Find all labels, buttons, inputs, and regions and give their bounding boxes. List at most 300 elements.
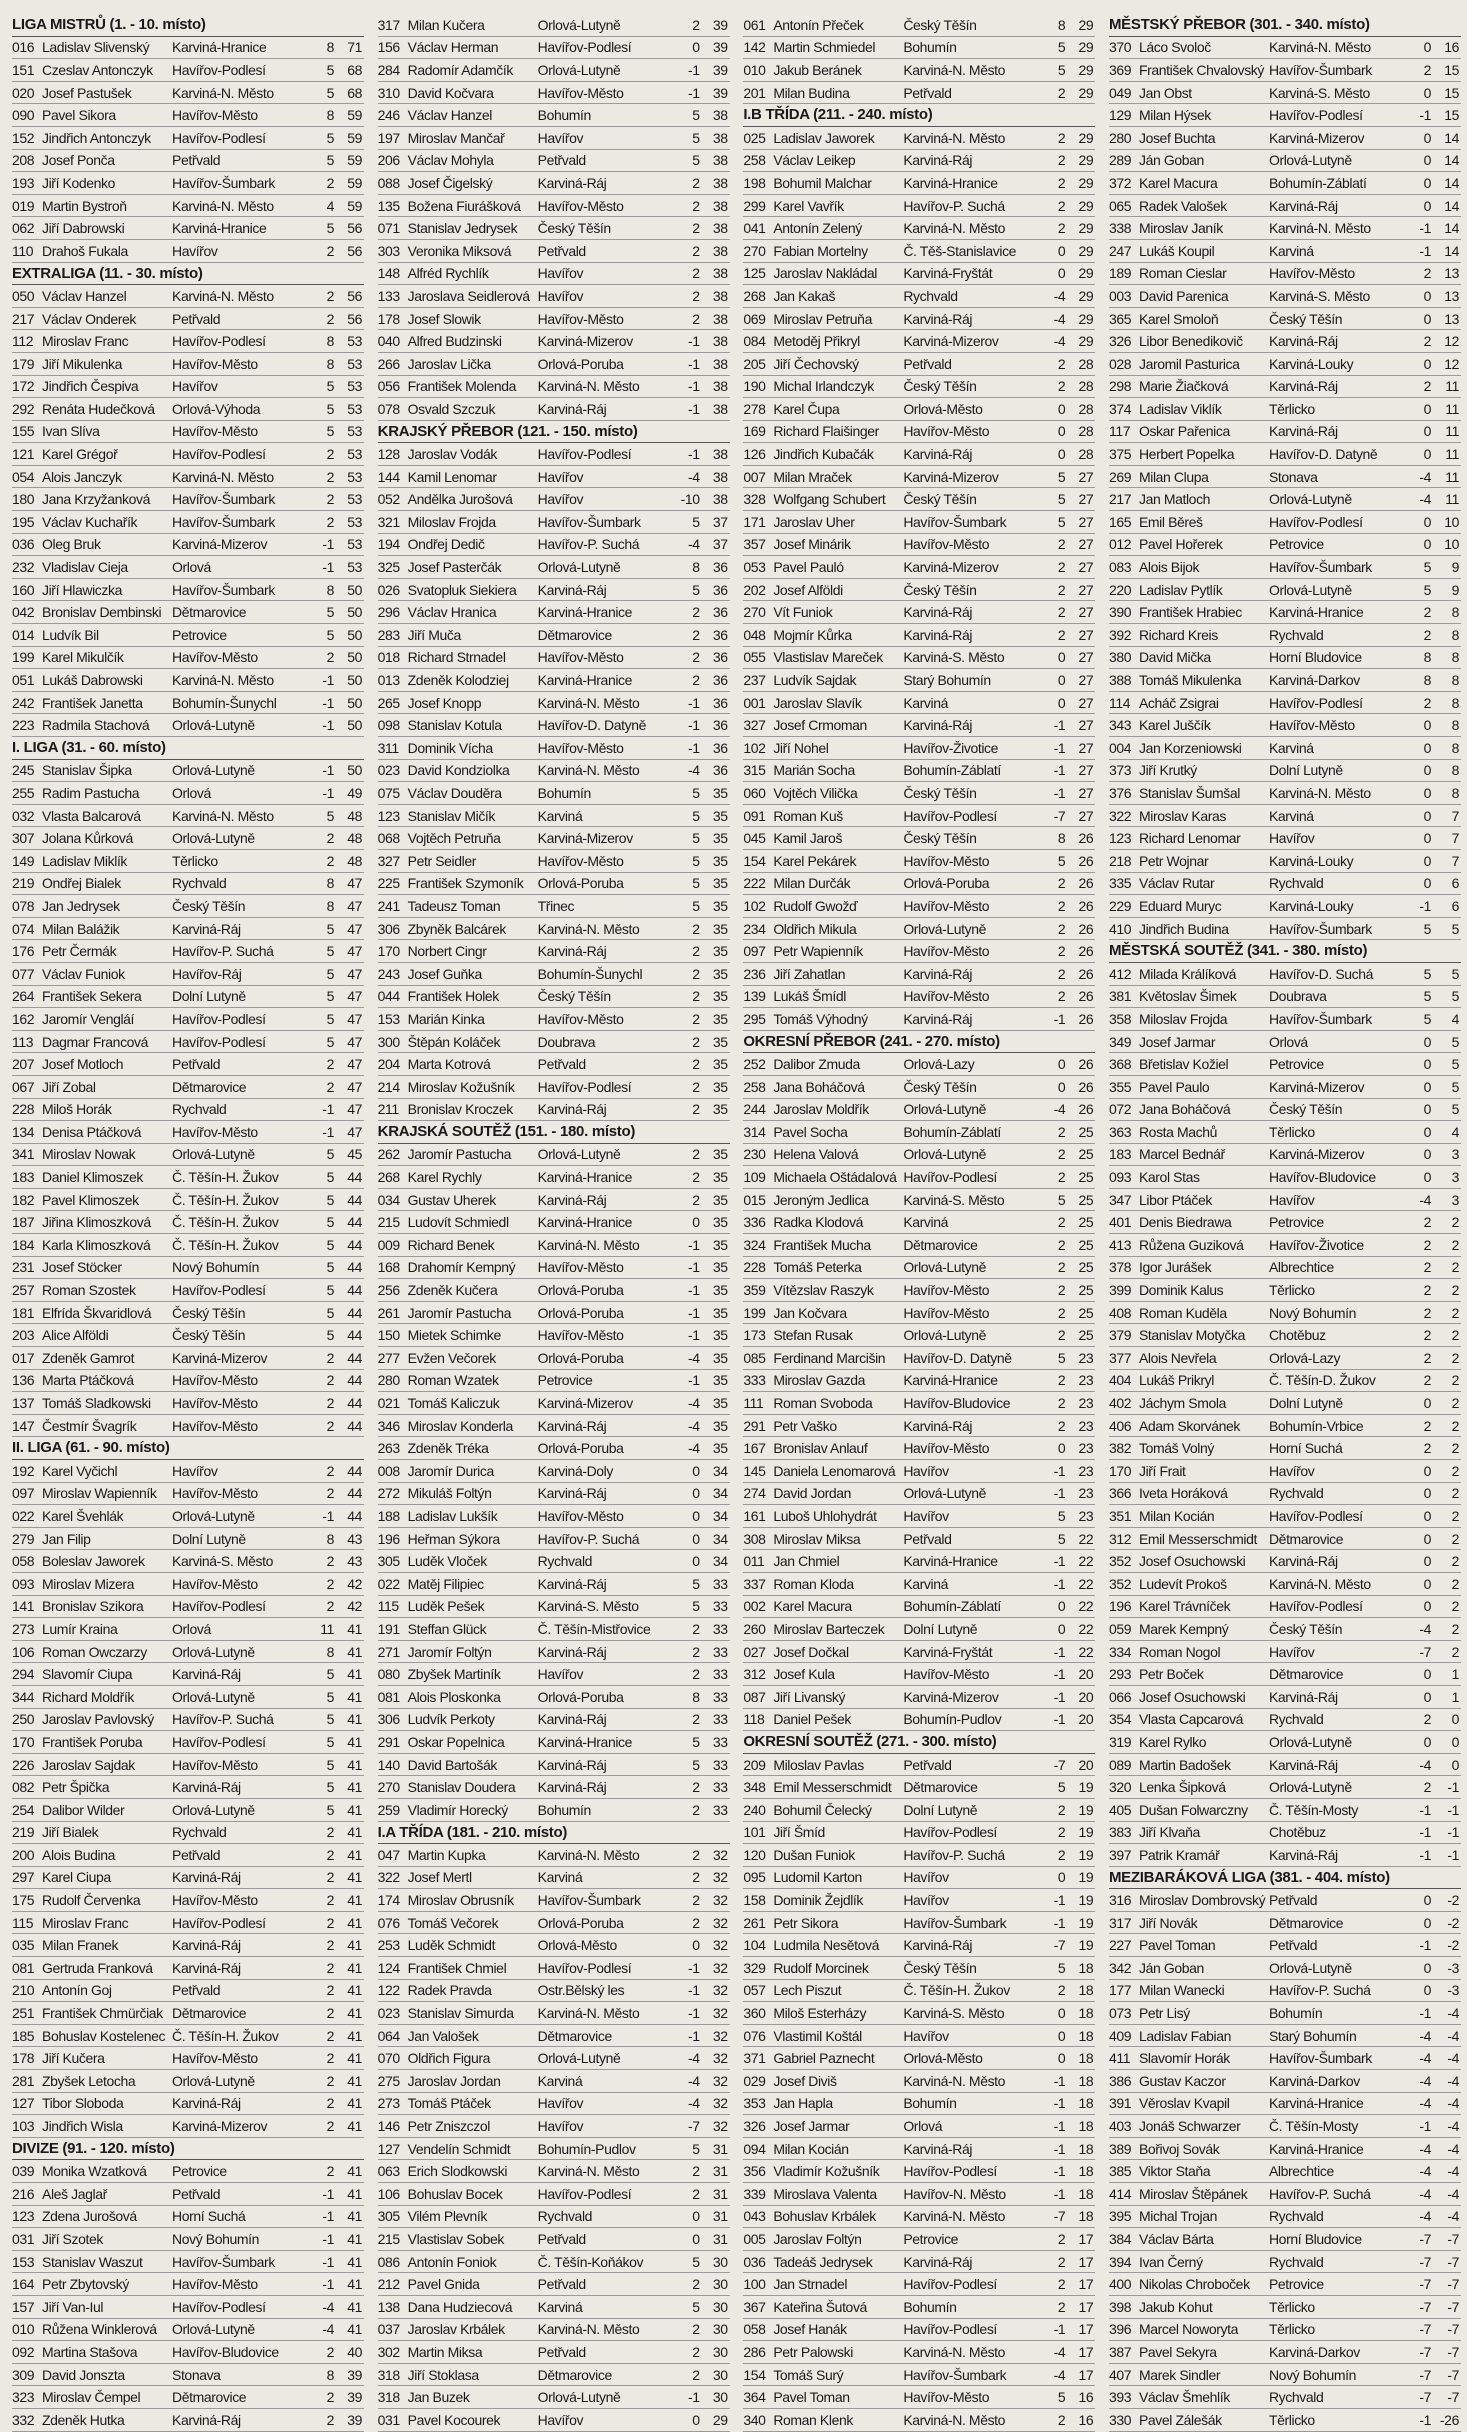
- table-row: [743, 2183, 1095, 2206]
- player-number: 283: [377, 626, 400, 643]
- table-row: [12, 1957, 364, 1980]
- table-row: [743, 353, 1095, 376]
- player-club: Karviná-Hranice: [537, 1169, 633, 1186]
- player-name: František Sekera: [42, 988, 142, 1005]
- total-points: 27: [1078, 513, 1094, 530]
- score-change: 5: [692, 2253, 700, 2270]
- player-name: Jaroslav Jordan: [407, 2072, 501, 2089]
- score-change: -1: [322, 2185, 334, 2202]
- table-row: [378, 353, 730, 376]
- player-name: Petr Čermák: [42, 943, 117, 960]
- table-row: [378, 2047, 730, 2070]
- table-row: [743, 2273, 1095, 2296]
- score-change: 5: [326, 220, 334, 237]
- player-name: Martin Miksa: [407, 2343, 483, 2360]
- total-points: 41: [347, 2298, 362, 2315]
- score-change: -1: [322, 1101, 334, 1118]
- total-points: 5: [1451, 965, 1459, 982]
- player-number: 374: [1108, 400, 1132, 417]
- player-name: Ladislav Miklík: [42, 852, 128, 869]
- score-change: 2: [326, 1056, 334, 1073]
- score-change: 2: [1057, 1824, 1066, 1841]
- player-name: Oskar Popelnica: [407, 1733, 505, 1750]
- table-row: [743, 1189, 1095, 1212]
- score-change: 5: [1057, 61, 1066, 78]
- player-number: 180: [12, 491, 35, 508]
- player-name: Jaromír Vengláí: [42, 1010, 135, 1027]
- table-row: [12, 195, 364, 218]
- player-club: Bohumín-Záblatí: [903, 762, 1001, 779]
- score-change: 2: [1423, 626, 1431, 643]
- score-change: -4: [688, 536, 700, 553]
- player-number: 268: [377, 1169, 400, 1186]
- player-name: Karel Rychly: [407, 1169, 482, 1186]
- player-name: Jiří Frait: [1138, 1462, 1186, 1479]
- player-name: Vilém Plevník: [407, 2208, 488, 2225]
- score-change: -1: [688, 2389, 700, 2406]
- table-row: [743, 1776, 1095, 1799]
- player-number: 355: [1108, 1078, 1132, 1095]
- score-change: 2: [1057, 2276, 1066, 2293]
- player-number: 010: [12, 2321, 35, 2338]
- player-club: Havířov-Podlesí: [903, 2163, 997, 2180]
- player-club: Petrovice: [1268, 1056, 1324, 1073]
- total-points: 41: [347, 1711, 362, 1728]
- player-name: Jiří Stoklasa: [407, 2366, 479, 2383]
- player-number: 400: [1108, 2276, 1132, 2293]
- player-number: 412: [1108, 965, 1132, 982]
- table-row: [1109, 1144, 1461, 1167]
- score-change: 5: [1423, 920, 1431, 937]
- player-number: 009: [377, 1236, 400, 1253]
- player-club: Karviná-Fryštát: [903, 265, 993, 282]
- player-club: Karviná-Darkov: [1268, 2343, 1360, 2360]
- player-number: 065: [1108, 197, 1132, 214]
- table-row: [743, 2319, 1095, 2342]
- total-points: 23: [1078, 1485, 1094, 1502]
- table-row: [1109, 805, 1461, 828]
- player-club: Karviná-Louky: [1268, 355, 1354, 372]
- total-points: 36: [712, 717, 728, 734]
- player-name: Petr Zbytovský: [42, 2276, 129, 2293]
- table-row: [12, 534, 364, 557]
- player-number: 379: [1108, 1327, 1132, 1344]
- player-number: 098: [377, 717, 400, 734]
- player-number: 157: [12, 2298, 35, 2315]
- player-number: 082: [12, 1779, 35, 1796]
- table-row: [1109, 2183, 1461, 2206]
- table-row: [1109, 82, 1461, 105]
- total-points: 35: [712, 1078, 728, 1095]
- player-number: 258: [743, 1078, 766, 1095]
- player-name: Václav Šmehlík: [1138, 2389, 1230, 2406]
- player-club: Havířov-Podlesí: [172, 2298, 266, 2315]
- player-name: Alois Nevřela: [1138, 1349, 1217, 1366]
- score-change: 5: [326, 988, 334, 1005]
- player-number: 228: [12, 1101, 35, 1118]
- player-number: 306: [377, 920, 400, 937]
- player-name: Mietek Schimke: [407, 1327, 501, 1344]
- score-change: 5: [1057, 852, 1066, 869]
- player-club: Havířov: [537, 287, 584, 304]
- player-number: 168: [377, 1259, 400, 1276]
- score-change: 2: [326, 513, 334, 530]
- score-change: 2: [326, 1349, 334, 1366]
- player-name: Tomáš Výhodný: [773, 1010, 868, 1027]
- total-points: 38: [712, 333, 728, 350]
- score-change: -1: [688, 355, 700, 372]
- table-row: [12, 782, 364, 805]
- player-name: Bohuslav Kostelenec: [42, 2027, 166, 2044]
- table-row: [743, 1663, 1095, 1686]
- table-row: [1109, 895, 1461, 918]
- player-club: Havířov-Město: [903, 2389, 990, 2406]
- total-points: 31: [712, 2230, 728, 2247]
- player-club: Karviná-Mizerov: [1268, 1078, 1365, 1095]
- score-change: 2: [326, 446, 334, 463]
- player-name: Jana Boháčová: [1138, 1101, 1231, 1118]
- player-number: 134: [12, 1123, 35, 1140]
- total-points: 44: [347, 1485, 362, 1502]
- player-number: 101: [743, 1824, 766, 1841]
- player-number: 382: [1108, 1440, 1132, 1457]
- total-points: 29: [1078, 310, 1094, 327]
- player-number: 275: [377, 2072, 400, 2089]
- player-number: 305: [377, 2208, 400, 2225]
- player-club: Orlová-Lutyně: [903, 1327, 987, 1344]
- player-number: 243: [377, 965, 400, 982]
- player-name: Jiří Muča: [407, 626, 461, 643]
- score-change: 2: [1423, 61, 1431, 78]
- table-row: [378, 1144, 730, 1167]
- table-row: [743, 692, 1095, 715]
- player-number: 254: [12, 1801, 35, 1818]
- total-points: 3: [1451, 1191, 1459, 1208]
- table-row: [12, 895, 364, 918]
- total-points: 41: [347, 1937, 362, 1954]
- player-club: Dolní Lutyně: [172, 988, 246, 1005]
- total-points: 23: [1078, 1507, 1094, 1524]
- player-club: Český Těšín: [903, 1959, 977, 1976]
- player-name: David Mička: [1138, 649, 1211, 666]
- player-club: Karviná: [1268, 807, 1314, 824]
- player-club: Havířov-Město: [172, 2276, 258, 2293]
- player-number: 315: [743, 762, 766, 779]
- player-name: Jan Matloch: [1138, 491, 1211, 508]
- total-points: 44: [347, 1349, 362, 1366]
- player-club: Doubrava: [1268, 988, 1327, 1005]
- player-number: 413: [1108, 1236, 1132, 1253]
- table-row: [378, 692, 730, 715]
- total-points: 25: [1078, 1282, 1094, 1299]
- player-number: 226: [12, 1756, 35, 1773]
- player-club: Rychvald: [903, 287, 958, 304]
- player-club: Karviná-S. Město: [1268, 84, 1370, 101]
- player-club: Orlová-Lutyně: [172, 717, 255, 734]
- player-club: Bohumín: [537, 1801, 591, 1818]
- player-name: Jakub Beránek: [773, 61, 862, 78]
- total-points: 38: [712, 129, 728, 146]
- player-club: Orlová: [172, 559, 211, 576]
- table-row: [1109, 1596, 1461, 1619]
- player-club: Č. Těš-Stanislavice: [903, 242, 1017, 259]
- total-points: 33: [712, 1643, 728, 1660]
- player-name: Steffan Glück: [407, 1620, 487, 1637]
- player-number: 181: [12, 1304, 35, 1321]
- score-change: 5: [326, 1327, 334, 1344]
- player-club: Karviná-N. Město: [172, 197, 274, 214]
- player-number: 395: [1108, 2208, 1132, 2225]
- table-row: [12, 1980, 364, 2003]
- player-club: Havířov-D. Suchá: [1268, 965, 1374, 982]
- score-change: 2: [692, 1846, 700, 1863]
- player-club: Karviná-Fryštát: [903, 1643, 993, 1660]
- table-row: [378, 1550, 730, 1573]
- table-row: [1109, 692, 1461, 715]
- player-name: Tomáš Peterka: [773, 1259, 862, 1276]
- total-points: 39: [347, 2411, 362, 2428]
- player-club: Havířov-Podlesí: [172, 1010, 266, 1027]
- player-name: Svatopluk Siekiera: [407, 581, 517, 598]
- table-row: [1109, 488, 1461, 511]
- score-change: -4: [1419, 2027, 1431, 2044]
- score-change: -1: [688, 2005, 700, 2022]
- table-row: [12, 1754, 364, 1777]
- player-club: Dětmarovice: [903, 1236, 978, 1253]
- player-club: Karviná: [903, 694, 948, 711]
- player-name: Emil Messerschmidt: [773, 1779, 892, 1796]
- table-row: [743, 1912, 1095, 1935]
- table-row: [743, 1867, 1095, 1890]
- table-row: [1109, 1776, 1461, 1799]
- table-row: [12, 963, 364, 986]
- table-row: [12, 1573, 364, 1596]
- table-row: [12, 2341, 364, 2364]
- table-row: [743, 376, 1095, 399]
- score-change: 2: [326, 2005, 334, 2022]
- player-name: Milan Mraček: [773, 468, 852, 485]
- player-club: Havířov-Šumbark: [1268, 61, 1372, 78]
- player-name: Miroslav Petruňa: [773, 310, 872, 327]
- player-name: Václav Funiok: [42, 965, 125, 982]
- score-change: 2: [326, 1462, 334, 1479]
- score-change: 0: [692, 1214, 700, 1231]
- table-row: [1109, 1460, 1461, 1483]
- score-change: 2: [326, 1078, 334, 1095]
- player-number: 070: [377, 2050, 400, 2067]
- score-change: 8: [1423, 672, 1431, 689]
- player-name: Ladislav Slivenský: [42, 39, 150, 56]
- player-number: 204: [377, 1056, 400, 1073]
- player-name: Miroslav Kožušník: [407, 1078, 515, 1095]
- total-points: 15: [1444, 107, 1459, 124]
- player-number: 211: [377, 1101, 399, 1118]
- player-name: Josef Pastušek: [42, 84, 132, 101]
- player-club: Orlová-Lazy: [1268, 1349, 1341, 1366]
- table-row: [12, 2273, 364, 2296]
- total-points: 2: [1451, 1485, 1459, 1502]
- table-row: [1109, 873, 1461, 896]
- score-change: 2: [1057, 1801, 1066, 1818]
- score-change: -1: [1053, 1892, 1066, 1909]
- player-number: 310: [377, 84, 400, 101]
- player-name: Pavel Toman: [1138, 1937, 1216, 1954]
- player-club: Orlová-Lutyně: [537, 16, 621, 33]
- player-name: Erich Slodkowski: [407, 2163, 508, 2180]
- player-club: Orlová-Lutyně: [1268, 152, 1352, 169]
- score-change: 2: [1057, 626, 1066, 643]
- player-name: Marián Socha: [773, 762, 855, 779]
- player-number: 076: [743, 2027, 766, 2044]
- player-number: 246: [377, 107, 400, 124]
- table-row: [743, 850, 1095, 873]
- table-row: [12, 398, 364, 421]
- score-change: -1: [1053, 784, 1066, 801]
- score-change: 5: [326, 920, 334, 937]
- player-name: Matěj Filipiec: [407, 1575, 484, 1592]
- player-name: Helena Valová: [773, 1146, 859, 1163]
- score-change: 2: [326, 1598, 334, 1615]
- total-points: 38: [712, 197, 728, 214]
- total-points: 29: [1078, 287, 1094, 304]
- player-name: David Parenica: [1138, 287, 1229, 304]
- total-points: 68: [347, 84, 362, 101]
- player-number: 015: [743, 1191, 766, 1208]
- total-points: 47: [347, 1101, 362, 1118]
- player-name: Václav Kuchařík: [42, 513, 138, 530]
- column-1: [12, 14, 364, 2428]
- player-number: 404: [1108, 1372, 1132, 1389]
- total-points: 2: [1451, 1304, 1459, 1321]
- score-change: -7: [1419, 1643, 1431, 1660]
- total-points: -3: [1447, 1982, 1459, 1999]
- total-points: 53: [347, 468, 362, 485]
- player-number: 332: [12, 2411, 35, 2428]
- player-number: 403: [1108, 2118, 1132, 2135]
- player-club: Karviná-Louky: [1268, 897, 1354, 914]
- score-change: -4: [1053, 2366, 1066, 2383]
- table-row: [12, 986, 364, 1009]
- total-points: 38: [712, 220, 728, 237]
- player-number: 073: [1108, 2005, 1132, 2022]
- score-change: 5: [692, 852, 700, 869]
- table-row: [1109, 2296, 1461, 2319]
- score-change: 2: [326, 1824, 334, 1841]
- player-name: Milan Wanecki: [1138, 1982, 1225, 1999]
- player-name: Pavel Paulo: [1138, 1078, 1210, 1095]
- player-club: Chotěbuz: [1268, 1327, 1326, 1344]
- player-club: Č. Těšín-D. Žukov: [1268, 1372, 1376, 1389]
- player-name: Václav Herman: [407, 39, 499, 56]
- player-number: 245: [12, 762, 35, 779]
- player-number: 125: [743, 265, 766, 282]
- score-change: -1: [1053, 1010, 1066, 1027]
- score-change: 5: [692, 581, 700, 598]
- player-name: Jana Krzyžanková: [42, 491, 150, 508]
- player-number: 281: [12, 2072, 35, 2089]
- total-points: 35: [712, 1372, 728, 1389]
- player-club: Karviná: [537, 807, 583, 824]
- player-name: Roman Kuděla: [1138, 1304, 1227, 1321]
- player-club: Havířov-Město: [903, 1666, 990, 1683]
- table-row: [1109, 2002, 1461, 2025]
- total-points: 35: [712, 1146, 728, 1163]
- table-row: [743, 1934, 1095, 1957]
- player-number: 228: [743, 1259, 766, 1276]
- table-row: [743, 1437, 1095, 1460]
- score-change: 2: [326, 852, 334, 869]
- total-points: 27: [1078, 762, 1094, 779]
- score-change: 5: [692, 784, 700, 801]
- player-club: Karviná-Hranice: [1268, 604, 1364, 621]
- player-club: Karviná-Ráj: [1268, 333, 1338, 350]
- total-points: 41: [347, 1688, 362, 1705]
- player-number: 302: [377, 2343, 400, 2360]
- player-club: Havířov-Podlesí: [903, 807, 997, 824]
- player-number: 185: [12, 2027, 35, 2044]
- total-points: 35: [712, 1304, 728, 1321]
- table-row: [1109, 2206, 1461, 2229]
- score-change: 8: [1057, 830, 1066, 847]
- score-change: -4: [688, 1417, 700, 1434]
- total-points: 35: [712, 807, 728, 824]
- player-club: Karviná-Ráj: [1268, 197, 1338, 214]
- player-number: 359: [743, 1282, 766, 1299]
- total-points: 19: [1078, 1869, 1094, 1886]
- player-club: Rychvald: [1268, 2208, 1324, 2225]
- table-row: [743, 2364, 1095, 2387]
- player-number: 295: [743, 1010, 766, 1027]
- player-club: Havířov-Šumbark: [903, 513, 1007, 530]
- score-change: 2: [692, 1169, 700, 1186]
- player-number: 045: [743, 830, 766, 847]
- player-number: 268: [743, 287, 766, 304]
- player-club: Karviná-S. Město: [903, 2005, 1005, 2022]
- player-number: 292: [12, 400, 35, 417]
- player-number: 247: [1108, 242, 1132, 259]
- score-change: 2: [1057, 84, 1066, 101]
- player-club: Nový Bohumín: [1268, 1304, 1356, 1321]
- player-number: 340: [743, 2411, 766, 2428]
- table-row: [12, 669, 364, 692]
- player-number: 052: [377, 491, 400, 508]
- player-number: 155: [12, 423, 35, 440]
- player-club: Havířov-Město: [172, 107, 258, 124]
- total-points: 27: [1078, 491, 1094, 508]
- table-row: [378, 1324, 730, 1347]
- player-club: Havířov: [537, 1666, 584, 1683]
- player-club: Orlová-Lutyně: [903, 920, 987, 937]
- player-club: Havířov: [1268, 1191, 1315, 1208]
- table-row: [378, 398, 730, 421]
- player-number: 148: [377, 265, 400, 282]
- score-change: 2: [326, 1982, 334, 1999]
- total-points: 33: [712, 1620, 728, 1637]
- player-club: Bohumín: [537, 784, 591, 801]
- player-club: Karviná-Mizerov: [537, 1395, 633, 1412]
- player-name: Jiří Livanský: [773, 1688, 846, 1705]
- score-change: 5: [692, 830, 700, 847]
- player-club: Havířov-Podlesí: [1268, 1598, 1363, 1615]
- player-name: Emil Messerschmidt: [1138, 1530, 1258, 1547]
- table-row: [12, 1392, 364, 1415]
- total-points: 5: [1451, 1078, 1459, 1095]
- player-club: Havířov-Podlesí: [172, 1282, 266, 1299]
- player-number: 037: [377, 2321, 400, 2338]
- player-club: Dětmarovice: [903, 1779, 978, 1796]
- score-change: 8: [1057, 16, 1066, 33]
- score-change: 0: [692, 2208, 700, 2225]
